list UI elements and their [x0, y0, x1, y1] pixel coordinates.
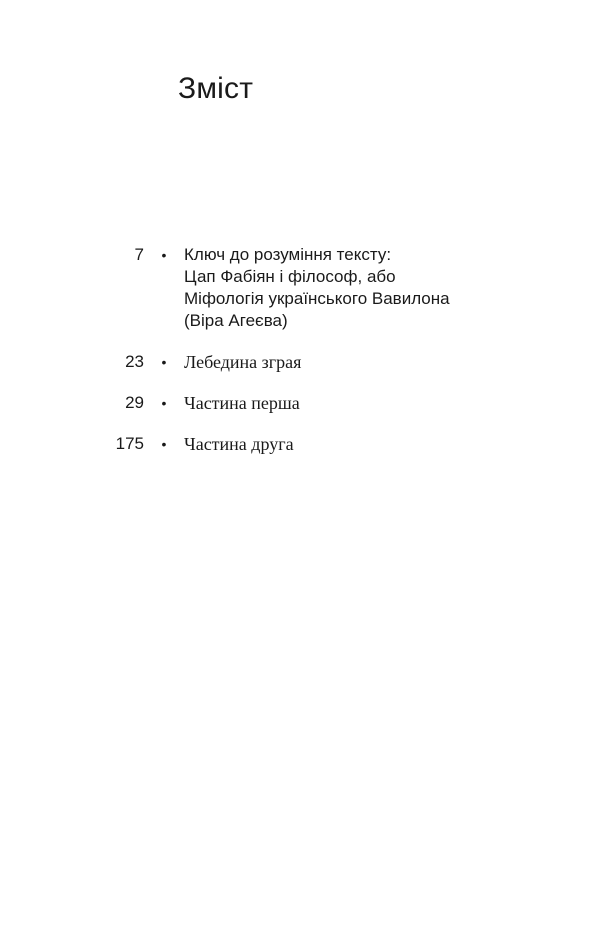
- toc-title-line: (Віра Агеєва): [184, 311, 288, 330]
- toc-entry: [100, 244, 520, 332]
- toc-title-line: Міфологія українського Вавилона: [184, 289, 450, 308]
- toc-title-line: Ключ до розуміння тексту:: [184, 245, 392, 264]
- toc-entry-title: [184, 244, 520, 332]
- toc-page-number: 175: [115, 434, 144, 453]
- toc-entry: [100, 351, 520, 373]
- toc-entry: [100, 433, 520, 455]
- toc-entry-title: [184, 433, 520, 455]
- toc-title-line: Лебедина зграя: [184, 352, 302, 372]
- toc-entry-title: [184, 351, 520, 373]
- toc-page-number: 23: [125, 352, 144, 371]
- toc-title-line: Цап Фабіян і філософ, або: [184, 267, 396, 286]
- bullet-icon: •: [161, 354, 167, 370]
- toc-page-number: 7: [134, 245, 144, 264]
- bullet-icon: •: [161, 395, 167, 411]
- toc-entry-title: [184, 392, 520, 414]
- bullet-icon: •: [161, 436, 167, 452]
- toc-title-line: Частина перша: [184, 393, 300, 413]
- toc-entry: [100, 392, 520, 414]
- toc-page-number: 29: [125, 393, 144, 412]
- table-of-contents: [100, 244, 520, 474]
- toc-title-line: Частина друга: [184, 434, 294, 454]
- page-title: Зміст: [178, 72, 254, 105]
- bullet-icon: •: [161, 247, 167, 263]
